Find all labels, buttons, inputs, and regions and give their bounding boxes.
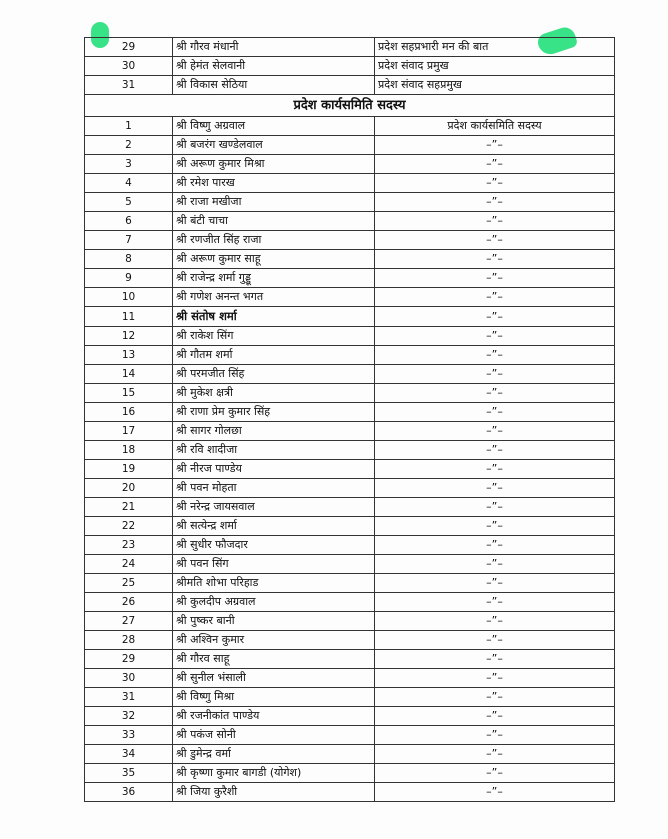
- member-post: –”–: [375, 650, 615, 669]
- serial-number: 36: [85, 783, 173, 802]
- member-post: –”–: [375, 174, 615, 193]
- table-row: [85, 441, 615, 460]
- member-name: [173, 212, 375, 231]
- member-name-text: श्री अरूण कुमार मिश्रा: [176, 157, 265, 170]
- member-name: श्री विकास सेठिया: [173, 76, 375, 95]
- member-name-text: श्री रमेश पारख: [176, 176, 235, 189]
- member-post: –”–: [375, 707, 615, 726]
- serial-number: 14: [85, 365, 173, 384]
- table-row: [85, 536, 615, 555]
- member-name-text: श्री नरेन्द्र जायसवाल: [176, 500, 255, 513]
- serial-number: 23: [85, 536, 173, 555]
- member-name: [173, 650, 375, 669]
- member-name-text: श्री रजनीकांत पाण्डेय: [176, 709, 260, 722]
- serial-number: 31: [85, 688, 173, 707]
- member-name-text: श्री पकंज सोनी: [176, 728, 236, 741]
- member-name-text: श्री विष्णु अग्रवाल: [176, 119, 246, 132]
- serial-number: 16: [85, 403, 173, 422]
- serial-number: 7: [85, 231, 173, 250]
- member-name: [173, 669, 375, 688]
- member-post: –”–: [375, 403, 615, 422]
- member-name-text: श्री सुनील भंसाली: [176, 671, 246, 684]
- member-post: –”–: [375, 155, 615, 174]
- table-row: [85, 155, 615, 174]
- serial-number: 18: [85, 441, 173, 460]
- member-name: [173, 403, 375, 422]
- member-post: –”–: [375, 422, 615, 441]
- table-row: [85, 174, 615, 193]
- serial-number: 2: [85, 136, 173, 155]
- member-name-text: श्री गौरव साहू: [176, 652, 230, 665]
- member-name: श्री गौरव मंधानी: [173, 38, 375, 57]
- member-post: –”–: [375, 517, 615, 536]
- member-name-text: श्री राजेन्द्र शर्मा गुड्डू: [176, 271, 251, 284]
- serial-number: 29: [85, 650, 173, 669]
- member-name: [173, 631, 375, 650]
- table-row: [85, 479, 615, 498]
- member-name: [173, 612, 375, 631]
- member-post: –”–: [375, 536, 615, 555]
- table-row: [85, 688, 615, 707]
- member-post: –”–: [375, 460, 615, 479]
- table-row: [85, 460, 615, 479]
- serial-number: 4: [85, 174, 173, 193]
- serial-number: 6: [85, 212, 173, 231]
- serial-number: 28: [85, 631, 173, 650]
- table-row: [85, 193, 615, 212]
- table-row: [85, 307, 615, 327]
- member-name: [173, 193, 375, 212]
- table-row: [85, 38, 615, 57]
- member-name-text: श्री सत्येन्द्र शर्मा: [176, 519, 237, 532]
- member-post: –”–: [375, 231, 615, 250]
- serial-number: 13: [85, 346, 173, 365]
- serial-number: 12: [85, 327, 173, 346]
- member-name: [173, 422, 375, 441]
- table-row: [85, 669, 615, 688]
- table-row: [85, 422, 615, 441]
- members-table-body: [85, 38, 615, 802]
- member-name: [173, 174, 375, 193]
- member-post: –”–: [375, 384, 615, 403]
- member-name: [173, 498, 375, 517]
- member-name-text: श्री अरूण कुमार साहू: [176, 252, 261, 265]
- serial-number: 3: [85, 155, 173, 174]
- member-post: –”–: [375, 764, 615, 783]
- member-name: [173, 269, 375, 288]
- member-name-text: श्री पुष्कर बानी: [176, 614, 235, 627]
- member-name: [173, 688, 375, 707]
- member-name: [173, 574, 375, 593]
- member-name-text: श्री गौतम शर्मा: [176, 348, 233, 361]
- table-row: [85, 384, 615, 403]
- member-name-text: श्री जिया कुरैशी: [176, 785, 238, 798]
- member-post: –”–: [375, 441, 615, 460]
- member-name-text: श्री विष्णु मिश्रा: [176, 690, 235, 703]
- serial-number: 31: [85, 76, 173, 95]
- table-row: [85, 403, 615, 422]
- member-name: [173, 384, 375, 403]
- serial-number: 11: [85, 307, 173, 327]
- member-name-text: श्री परमजीत सिंह: [176, 367, 245, 380]
- member-name: [173, 536, 375, 555]
- member-name-text: श्री बंटी चाचा: [176, 214, 228, 227]
- member-post: –”–: [375, 669, 615, 688]
- serial-number: 20: [85, 479, 173, 498]
- table-row: [85, 327, 615, 346]
- member-name-text: श्री गणेश अनन्त भगत: [176, 290, 264, 303]
- table-row: [85, 288, 615, 307]
- member-post: –”–: [375, 631, 615, 650]
- member-post: प्रदेश कार्यसमिति सदस्य: [375, 117, 615, 136]
- member-name: [173, 231, 375, 250]
- member-post: –”–: [375, 307, 615, 327]
- serial-number: 30: [85, 57, 173, 76]
- member-name: [173, 460, 375, 479]
- member-post: –”–: [375, 346, 615, 365]
- member-name: [173, 517, 375, 536]
- member-name-text: श्री डुमेन्द्र वर्मा: [176, 747, 231, 760]
- table-row: [85, 365, 615, 384]
- serial-number: 19: [85, 460, 173, 479]
- table-row: [85, 764, 615, 783]
- member-name: [173, 136, 375, 155]
- member-name: [173, 764, 375, 783]
- section-title: प्रदेश कार्यसमिति सदस्य: [85, 95, 615, 117]
- members-table: [84, 37, 615, 802]
- table-row: [85, 593, 615, 612]
- member-name-text: श्री पवन सिंग: [176, 557, 229, 570]
- serial-number: 8: [85, 250, 173, 269]
- member-name: [173, 365, 375, 384]
- member-name: [173, 707, 375, 726]
- serial-number: 24: [85, 555, 173, 574]
- serial-number: 34: [85, 745, 173, 764]
- member-name-text: श्री कृष्णा कुमार बागडी (योगेश): [176, 766, 302, 779]
- member-post: –”–: [375, 250, 615, 269]
- table-row: [85, 650, 615, 669]
- serial-number: 30: [85, 669, 173, 688]
- member-name-text: श्री राजा मखीजा: [176, 195, 242, 208]
- table-row: [85, 612, 615, 631]
- serial-number: 17: [85, 422, 173, 441]
- table-row: [85, 498, 615, 517]
- member-name-text: श्रीमति शोभा परिहाड: [176, 576, 259, 589]
- table-row: [85, 783, 615, 802]
- member-name-text: श्री अश्विन कुमार: [176, 633, 245, 646]
- member-post: –”–: [375, 555, 615, 574]
- member-name: [173, 726, 375, 745]
- member-post: –”–: [375, 688, 615, 707]
- serial-number: 25: [85, 574, 173, 593]
- member-post: –”–: [375, 288, 615, 307]
- member-post: –”–: [375, 726, 615, 745]
- member-name-text: श्री बजरंग खण्डेलवाल: [176, 138, 263, 151]
- table-row: [85, 631, 615, 650]
- member-post: –”–: [375, 498, 615, 517]
- member-post: –”–: [375, 783, 615, 802]
- table-row: [85, 574, 615, 593]
- serial-number: 9: [85, 269, 173, 288]
- serial-number: 22: [85, 517, 173, 536]
- member-name: [173, 441, 375, 460]
- member-name: [173, 327, 375, 346]
- member-name: [173, 783, 375, 802]
- member-name: [173, 479, 375, 498]
- table-row: [85, 745, 615, 764]
- member-post: –”–: [375, 212, 615, 231]
- serial-number: 35: [85, 764, 173, 783]
- member-post: –”–: [375, 269, 615, 288]
- serial-number: 21: [85, 498, 173, 517]
- member-post: –”–: [375, 479, 615, 498]
- member-name-text: श्री रणजीत सिंह राजा: [176, 233, 262, 246]
- table-row: [85, 707, 615, 726]
- member-name: [173, 307, 375, 327]
- member-name: [173, 288, 375, 307]
- table-row: [85, 250, 615, 269]
- serial-number: 27: [85, 612, 173, 631]
- table-row: [85, 76, 615, 95]
- member-post: प्रदेश संवाद प्रमुख: [375, 57, 615, 76]
- serial-number: 1: [85, 117, 173, 136]
- member-post: प्रदेश संवाद सहप्रमुख: [375, 76, 615, 95]
- member-name: [173, 555, 375, 574]
- serial-number: 15: [85, 384, 173, 403]
- serial-number: 32: [85, 707, 173, 726]
- table-row: [85, 136, 615, 155]
- member-name-text: श्री सुधीर फौजदार: [176, 538, 248, 551]
- serial-number: 10: [85, 288, 173, 307]
- table-row: [85, 269, 615, 288]
- table-row: [85, 346, 615, 365]
- member-name: [173, 346, 375, 365]
- member-name: [173, 593, 375, 612]
- member-post: –”–: [375, 612, 615, 631]
- table-row: [85, 57, 615, 76]
- member-name: [173, 155, 375, 174]
- member-post: –”–: [375, 193, 615, 212]
- table-row: [85, 117, 615, 136]
- table-row: [85, 726, 615, 745]
- member-name: श्री हेमंत सेलवानी: [173, 57, 375, 76]
- member-name-text: श्री राणा प्रेम कुमार सिंह: [176, 405, 271, 418]
- table-row: [85, 517, 615, 536]
- member-post: –”–: [375, 574, 615, 593]
- member-post: –”–: [375, 745, 615, 764]
- member-name-text: श्री कुलदीप अग्रवाल: [176, 595, 256, 608]
- member-name-text: श्री सागर गोलछा: [176, 424, 242, 437]
- member-post: –”–: [375, 327, 615, 346]
- member-post: –”–: [375, 136, 615, 155]
- member-name-text: श्री पवन मोहता: [176, 481, 237, 494]
- serial-number: 26: [85, 593, 173, 612]
- member-post: प्रदेश सहप्रभारी मन की बात: [375, 38, 615, 57]
- member-name-text: श्री संतोष शर्मा: [176, 309, 237, 323]
- serial-number: 5: [85, 193, 173, 212]
- member-name-text: श्री राकेश सिंग: [176, 329, 234, 342]
- table-row: [85, 212, 615, 231]
- member-post: –”–: [375, 365, 615, 384]
- table-row: [85, 231, 615, 250]
- serial-number: 29: [85, 38, 173, 57]
- section-header-row: [85, 95, 615, 117]
- member-name: [173, 250, 375, 269]
- member-post: –”–: [375, 593, 615, 612]
- member-name-text: श्री मुकेश क्षत्री: [176, 386, 233, 399]
- table-row: [85, 555, 615, 574]
- serial-number: 33: [85, 726, 173, 745]
- member-name-text: श्री नीरज पाण्डेय: [176, 462, 242, 475]
- member-name: [173, 117, 375, 136]
- member-name: [173, 745, 375, 764]
- member-name-text: श्री रवि शादीजा: [176, 443, 238, 456]
